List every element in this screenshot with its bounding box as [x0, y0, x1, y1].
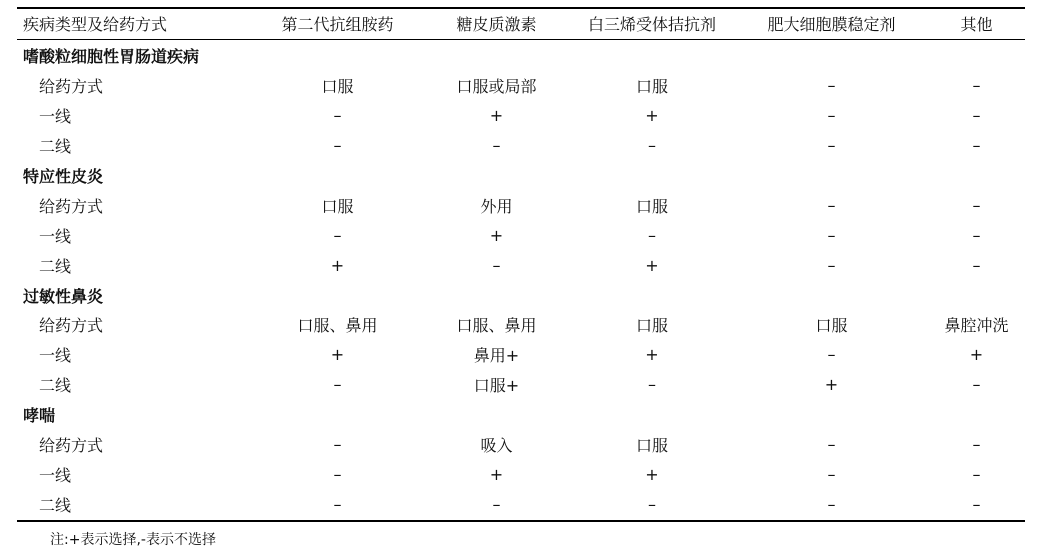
table-cell: + — [489, 106, 504, 126]
table-cell: – — [492, 136, 501, 156]
table-row — [17, 250, 1025, 280]
row-label: 给药方式 — [39, 436, 104, 456]
table-cell: 鼻腔冲洗 — [944, 316, 1009, 336]
table-cell: – — [333, 375, 342, 395]
table-cell: + — [645, 106, 659, 126]
table-cell: – — [827, 494, 836, 514]
section-row-eosinophilic-gi — [17, 41, 1025, 71]
table-cell: – — [492, 494, 501, 514]
column-header-mast-cell-stabilizer: 肥大细胞膜稳定剂 — [767, 15, 896, 34]
table-cell: 口服 — [635, 77, 668, 97]
table-cell: – — [648, 136, 656, 156]
table-cell: 外用 — [480, 196, 513, 216]
table-cell: – — [827, 345, 836, 365]
table-row — [17, 310, 1025, 340]
table-row — [17, 340, 1025, 370]
table-cell: – — [827, 136, 836, 156]
table-cell: – — [648, 375, 656, 395]
table-cell: + — [824, 375, 839, 395]
section-title: 哮喘 — [23, 406, 56, 426]
row-label: 二线 — [39, 376, 72, 396]
column-header-disease-route: 疾病类型及给药方式 — [23, 15, 168, 34]
table-cell: – — [972, 464, 981, 484]
row-label: 一线 — [39, 346, 72, 366]
section-title: 特应性皮炎 — [23, 167, 104, 186]
section-row-allergic-rhinitis — [17, 280, 1025, 310]
table-cell: + — [330, 255, 345, 275]
table-cell: 口服或局部 — [456, 77, 537, 97]
table-cell: – — [827, 464, 836, 484]
table-footnote: 注:+表示选择,-表示不选择 — [50, 532, 216, 548]
table-cell: – — [972, 106, 981, 126]
table-cell: + — [330, 345, 345, 365]
section-row-asthma — [17, 400, 1025, 430]
table-cell: 口服、鼻用 — [297, 316, 378, 336]
table-row — [17, 71, 1025, 101]
section-title: 嗜酸粒细胞性胃肠道疾病 — [23, 47, 200, 67]
table-row — [17, 459, 1025, 489]
column-header-leukotriene-antagonist: 白三烯受体拮抗剂 — [587, 15, 716, 34]
table-cell: 鼻用+ — [473, 346, 520, 366]
row-label: 一线 — [39, 226, 72, 246]
table-cell: – — [333, 464, 342, 484]
table-cell: – — [972, 136, 981, 156]
column-header-glucocorticoid: 糖皮质激素 — [456, 15, 537, 34]
row-label: 二线 — [39, 256, 72, 276]
table-row — [17, 131, 1025, 161]
table-cell: – — [827, 255, 836, 275]
table-cell: – — [333, 106, 342, 126]
table-cell: – — [648, 494, 656, 514]
row-label: 给药方式 — [39, 77, 104, 97]
table-cell: 口服 — [635, 436, 668, 456]
table-cell: – — [492, 255, 501, 275]
row-label: 一线 — [39, 107, 72, 127]
drug-selection-table — [17, 8, 1025, 519]
table-cell: – — [972, 494, 981, 514]
table-cell: + — [969, 345, 984, 365]
table-cell: 口服 — [321, 77, 354, 97]
table-cell: – — [827, 225, 836, 245]
column-header-antihistamine: 第二代抗组胺药 — [281, 15, 394, 34]
column-header-other: 其他 — [960, 15, 993, 34]
section-title: 过敏性鼻炎 — [23, 286, 104, 306]
table-cell: 口服、鼻用 — [456, 316, 537, 336]
table-row — [17, 220, 1025, 250]
table-cell: – — [827, 435, 836, 455]
row-label: 给药方式 — [39, 196, 104, 216]
table-cell: – — [972, 76, 981, 96]
table-cell: – — [333, 435, 342, 455]
row-label: 二线 — [39, 495, 72, 515]
table-cell: 口服 — [635, 196, 668, 216]
table-row — [17, 430, 1025, 460]
row-label: 一线 — [39, 465, 72, 485]
table-row — [17, 489, 1025, 519]
table-cell: – — [333, 494, 342, 514]
table-cell: – — [972, 225, 981, 245]
table-cell: + — [645, 345, 659, 365]
table-cell: 吸入 — [480, 436, 513, 456]
section-row-atopic-dermatitis — [17, 161, 1025, 191]
table-cell: – — [972, 375, 981, 395]
table-bottom-rule — [17, 520, 1025, 522]
table-row — [17, 190, 1025, 220]
table-cell: + — [489, 464, 504, 484]
table-cell: – — [648, 225, 656, 245]
table-cell: – — [827, 76, 836, 96]
table-cell: – — [333, 225, 342, 245]
table-cell: 口服 — [815, 316, 848, 336]
table-row — [17, 101, 1025, 131]
table-cell: – — [333, 136, 342, 156]
table-cell: – — [972, 435, 981, 455]
table-cell: + — [489, 225, 504, 245]
row-label: 二线 — [39, 137, 72, 157]
table-cell: 口服 — [321, 196, 354, 216]
table-cell: + — [645, 464, 659, 484]
table-cell: – — [972, 195, 981, 215]
table-cell: – — [827, 195, 836, 215]
table-cell: 口服 — [635, 316, 668, 336]
table-cell: – — [972, 255, 981, 275]
table-cell: – — [827, 106, 836, 126]
table-row — [17, 370, 1025, 400]
row-label: 给药方式 — [39, 316, 104, 336]
table-cell: + — [645, 255, 659, 275]
header-row — [17, 8, 1025, 39]
table-cell: 口服+ — [473, 376, 520, 396]
